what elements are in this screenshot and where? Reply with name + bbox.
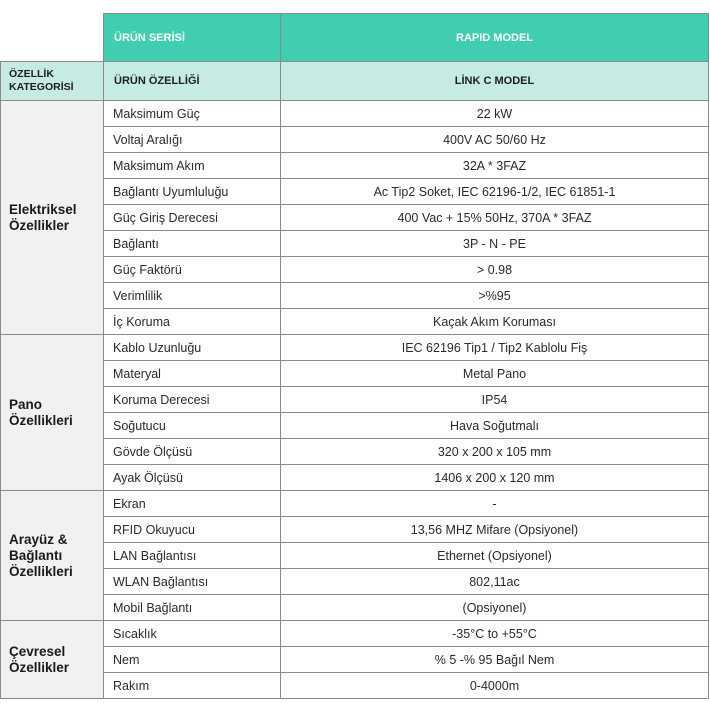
series-label: ÜRÜN SERİSİ xyxy=(104,14,281,62)
feature-value: Metal Pano xyxy=(281,361,709,387)
category-title-line: Özellikleri xyxy=(9,412,73,428)
feature-value: 13,56 MHZ Mifare (Opsiyonel) xyxy=(281,517,709,543)
header-row-series xyxy=(1,14,709,62)
feature-label: İç Koruma xyxy=(104,309,281,335)
table-row xyxy=(1,517,709,543)
feature-value: Ethernet (Opsiyonel) xyxy=(281,543,709,569)
category-title-line: Arayüz & xyxy=(9,531,68,547)
category-header-line2: KATEGORİSİ xyxy=(9,81,74,93)
category-title xyxy=(1,101,104,335)
feature-value: Ac Tip2 Soket, IEC 62196-1/2, IEC 61851-1 xyxy=(281,179,709,205)
feature-value: Hava Soğutmalı xyxy=(281,413,709,439)
table-row xyxy=(1,465,709,491)
feature-label: Maksimum Akım xyxy=(104,153,281,179)
feature-label: Materyal xyxy=(104,361,281,387)
category-header xyxy=(1,62,104,101)
category-title xyxy=(1,621,104,699)
table-row xyxy=(1,153,709,179)
table-row xyxy=(1,673,709,699)
feature-value: 22 kW xyxy=(281,101,709,127)
feature-value: - xyxy=(281,491,709,517)
category-title-line: Bağlantı xyxy=(9,547,63,563)
category-title-line: Özellikleri xyxy=(9,563,73,579)
table-row xyxy=(1,569,709,595)
category-title-line: Elektriksel xyxy=(9,201,77,217)
model-label: RAPID MODEL xyxy=(281,14,709,62)
table-row xyxy=(1,543,709,569)
table-row xyxy=(1,413,709,439)
category-title-line: Özellikler xyxy=(9,659,70,675)
feature-label: Koruma Derecesi xyxy=(104,387,281,413)
feature-value: 32A * 3FAZ xyxy=(281,153,709,179)
feature-label: Bağlantı Uyumluluğu xyxy=(104,179,281,205)
category-title xyxy=(1,491,104,621)
feature-value: IP54 xyxy=(281,387,709,413)
table-row xyxy=(1,101,709,127)
feature-value: % 5 -% 95 Bağıl Nem xyxy=(281,647,709,673)
table-row xyxy=(1,231,709,257)
feature-label: Soğutucu xyxy=(104,413,281,439)
table-row xyxy=(1,127,709,153)
feature-label: RFID Okuyucu xyxy=(104,517,281,543)
feature-label: Mobil Bağlantı xyxy=(104,595,281,621)
table-row xyxy=(1,621,709,647)
feature-value: 3P - N - PE xyxy=(281,231,709,257)
table-row xyxy=(1,309,709,335)
feature-label: Verimlilik xyxy=(104,283,281,309)
feature-value: > 0.98 xyxy=(281,257,709,283)
feature-label: Güç Faktörü xyxy=(104,257,281,283)
feature-value: -35°C to +55°C xyxy=(281,621,709,647)
category-title-line: Pano xyxy=(9,396,43,412)
feature-label: Ayak Ölçüsü xyxy=(104,465,281,491)
feature-value: 320 x 200 x 105 mm xyxy=(281,439,709,465)
feature-value: >%95 xyxy=(281,283,709,309)
feature-value: 802,11ac xyxy=(281,569,709,595)
feature-label: Ekran xyxy=(104,491,281,517)
feature-value: Kaçak Akım Koruması xyxy=(281,309,709,335)
feature-header: ÜRÜN ÖZELLİĞİ xyxy=(104,62,281,101)
table-row xyxy=(1,283,709,309)
feature-value: 400V AC 50/60 Hz xyxy=(281,127,709,153)
header-row-features xyxy=(1,62,709,101)
feature-label: Kablo Uzunluğu xyxy=(104,335,281,361)
blank-corner xyxy=(1,14,104,62)
feature-label: Güç Giriş Derecesi xyxy=(104,205,281,231)
table-row xyxy=(1,179,709,205)
table-row xyxy=(1,361,709,387)
feature-value: 1406 x 200 x 120 mm xyxy=(281,465,709,491)
feature-label: Sıcaklık xyxy=(104,621,281,647)
feature-label: WLAN Bağlantısı xyxy=(104,569,281,595)
category-title-line: Çevresel xyxy=(9,643,66,659)
table-row xyxy=(1,647,709,673)
feature-label: LAN Bağlantısı xyxy=(104,543,281,569)
feature-label: Maksimum Güç xyxy=(104,101,281,127)
feature-label: Nem xyxy=(104,647,281,673)
feature-value: 0-4000m xyxy=(281,673,709,699)
model-name-header: LİNK C MODEL xyxy=(281,62,709,101)
feature-label: Gövde Ölçüsü xyxy=(104,439,281,465)
category-header-line1: ÖZELLİK xyxy=(9,68,54,80)
table-row xyxy=(1,595,709,621)
category-title xyxy=(1,335,104,491)
table-row xyxy=(1,257,709,283)
spec-table xyxy=(0,13,709,699)
table-row xyxy=(1,335,709,361)
table-row xyxy=(1,387,709,413)
feature-value: IEC 62196 Tip1 / Tip2 Kablolu Fiş xyxy=(281,335,709,361)
feature-value: (Opsiyonel) xyxy=(281,595,709,621)
table-row xyxy=(1,491,709,517)
table-row xyxy=(1,439,709,465)
feature-label: Rakım xyxy=(104,673,281,699)
category-title-line: Özellikler xyxy=(9,217,70,233)
feature-label: Voltaj Aralığı xyxy=(104,127,281,153)
table-row xyxy=(1,205,709,231)
feature-label: Bağlantı xyxy=(104,231,281,257)
feature-value: 400 Vac + 15% 50Hz, 370A * 3FAZ xyxy=(281,205,709,231)
